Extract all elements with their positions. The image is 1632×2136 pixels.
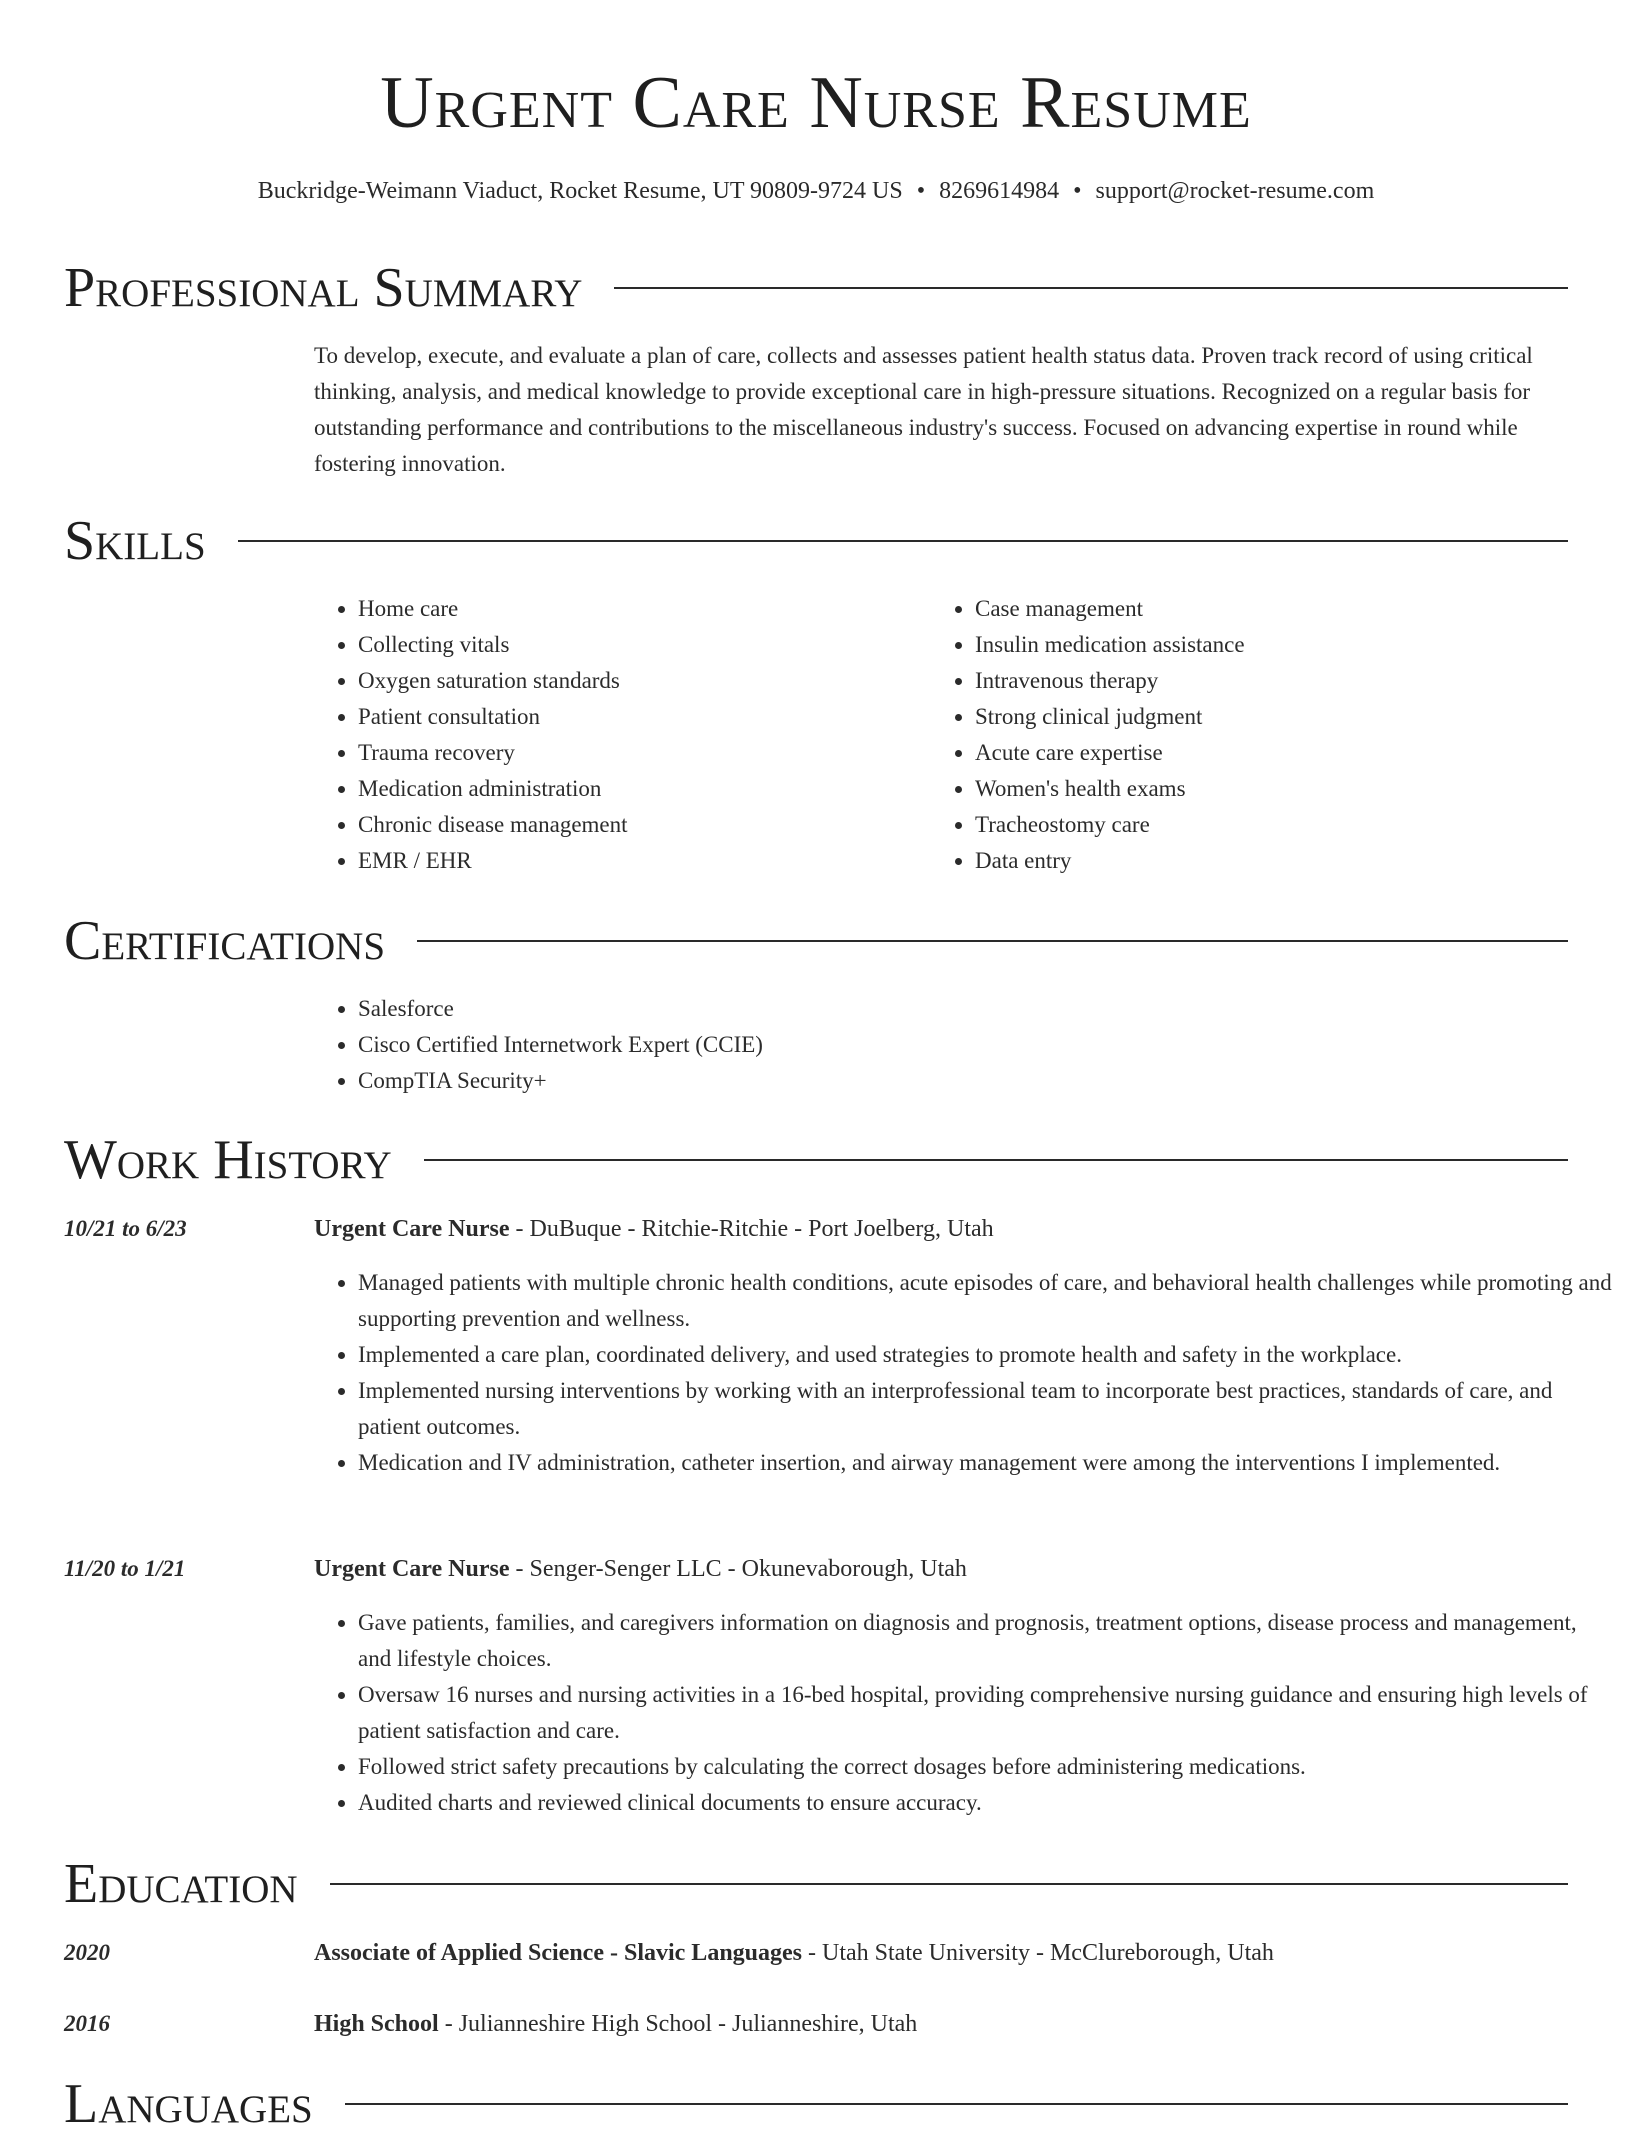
section-divider [614,287,1568,289]
section-divider [345,2103,1568,2105]
skill-item: • Home care [358,591,628,627]
contact-email[interactable]: support@rocket-resume.com [1095,178,1375,204]
skill-item: • Chronic disease management [358,807,628,843]
job-details: - DuBuque - Ritchie-Ritchie - Port Joelberg, Utah [509,1216,994,1242]
skill-item: • Strong clinical judgment [975,699,1245,735]
section-divider [238,540,1568,542]
education-degree: Associate of Applied Science - Slavic Languages [314,1940,803,1966]
education-section-header [64,1852,1568,1916]
resume-title: Urgent Care Nurse Resume [380,62,1252,144]
work-history-section-header [64,1128,1568,1192]
skill-item: • Tracheostomy care [975,807,1245,843]
skill-item: • Medication administration [358,771,628,807]
certifications-section-header [64,909,1568,973]
skill-item: • Data entry [975,843,1245,879]
education-details: - Utah State University - McClureborough, Utah [802,1940,1274,1966]
skills-section-header [64,509,1568,573]
section-divider [424,1159,1568,1161]
skill-item: • Women's health exams [975,771,1245,807]
skills-list-left [314,591,628,879]
certification-item: • Cisco Certified Internetwork Expert (CCIE) [358,1027,763,1063]
skill-item: • Intravenous therapy [975,663,1245,699]
certification-item: • Salesforce [358,991,763,1027]
job-role: Urgent Care Nurse [314,1216,510,1242]
skill-item: • Patient consultation [358,699,628,735]
summary-section-header [64,256,1568,320]
job-bullet: • Oversaw 16 nurses and nursing activities in a 16-bed hospital, providing comprehensive nursing guidance and ensuring high levels of patient satisfaction and care. [358,1677,1612,1749]
education-heading: Education [64,1853,298,1915]
job-bullet: • Followed strict safety precautions by calculating the correct dosages before administering medications. [358,1749,1612,1785]
contact-line [0,176,1632,206]
job-details: - Senger-Senger LLC - Okunevaborough, Utah [509,1556,967,1582]
skills-list-right [931,591,1245,879]
job-header [314,1551,1568,1587]
languages-section-header [64,2072,1568,2136]
education-entry [314,2006,1568,2042]
education-details: - Julianneshire High School - Julianneshire, Utah [438,2011,918,2037]
job-bullet: • Implemented nursing interventions by working with an interprofessional team to incorporate best practices, standards of care, and patient outcomes. [358,1373,1612,1445]
summary-heading: Professional Summary [64,257,583,319]
work-history-heading: Work History [64,1129,392,1191]
job-bullet: • Managed patients with multiple chronic health conditions, acute episodes of care, and behavioral health challenges while promoting and supporting prevention and wellness. [358,1265,1612,1337]
job-bullets [314,1605,1612,1821]
job-bullet: • Audited charts and reviewed clinical documents to ensure accuracy. [358,1785,1612,1821]
job-role: Urgent Care Nurse [314,1556,510,1582]
skill-item: • Insulin medication assistance [975,627,1245,663]
education-year: 2020 [64,1940,110,1965]
skill-item: • Acute care expertise [975,735,1245,771]
certification-item: • CompTIA Security+ [358,1063,763,1099]
skills-heading: Skills [64,510,206,572]
job-bullet: • Implemented a care plan, coordinated delivery, and used strategies to promote health and safety in the workplace. [358,1337,1612,1373]
skill-item: • Oxygen saturation standards [358,663,628,699]
job-header [314,1211,1568,1247]
job-dates: 10/21 to 6/23 [64,1216,187,1241]
job-dates: 11/20 to 1/21 [64,1556,186,1581]
contact-separator: • [916,178,926,204]
job-bullets [314,1265,1612,1481]
contact-separator: • [1073,178,1082,204]
section-divider [330,1883,1568,1885]
certifications-list [314,991,763,1099]
skill-item: • Collecting vitals [358,627,628,663]
languages-heading: Languages [64,2073,313,2135]
skill-item: • Case management [975,591,1245,627]
skill-item: • Trauma recovery [358,735,628,771]
certifications-heading: Certifications [64,910,386,972]
job-bullet: • Gave patients, families, and caregivers information on diagnosis and prognosis, treatment options, disease process and management, and lifestyle choices. [358,1605,1612,1677]
section-divider [417,940,1568,942]
skill-item: • EMR / EHR [358,843,628,879]
education-degree: High School [314,2011,439,2037]
summary-text: To develop, execute, and evaluate a plan of care, collects and assesses patient health status data. Proven track record of using critical thinking, analysis, and medical knowledge to provide exceptional care in high-pressure situations. Recognized on a regular basis for outstanding performance and contributions to the miscellaneous industry's success. Focused on advancing expertise in round while fostering innovation. [314,343,1533,476]
job-bullet: • Medication and IV administration, catheter insertion, and airway management were among the interventions I implemented. [358,1445,1612,1481]
contact-address: Buckridge-Weimann Viaduct, Rocket Resume, UT 90809-9724 US [257,178,903,204]
contact-phone: 8269614984 [939,178,1060,204]
education-year: 2016 [64,2011,110,2036]
education-entry [314,1935,1568,1971]
